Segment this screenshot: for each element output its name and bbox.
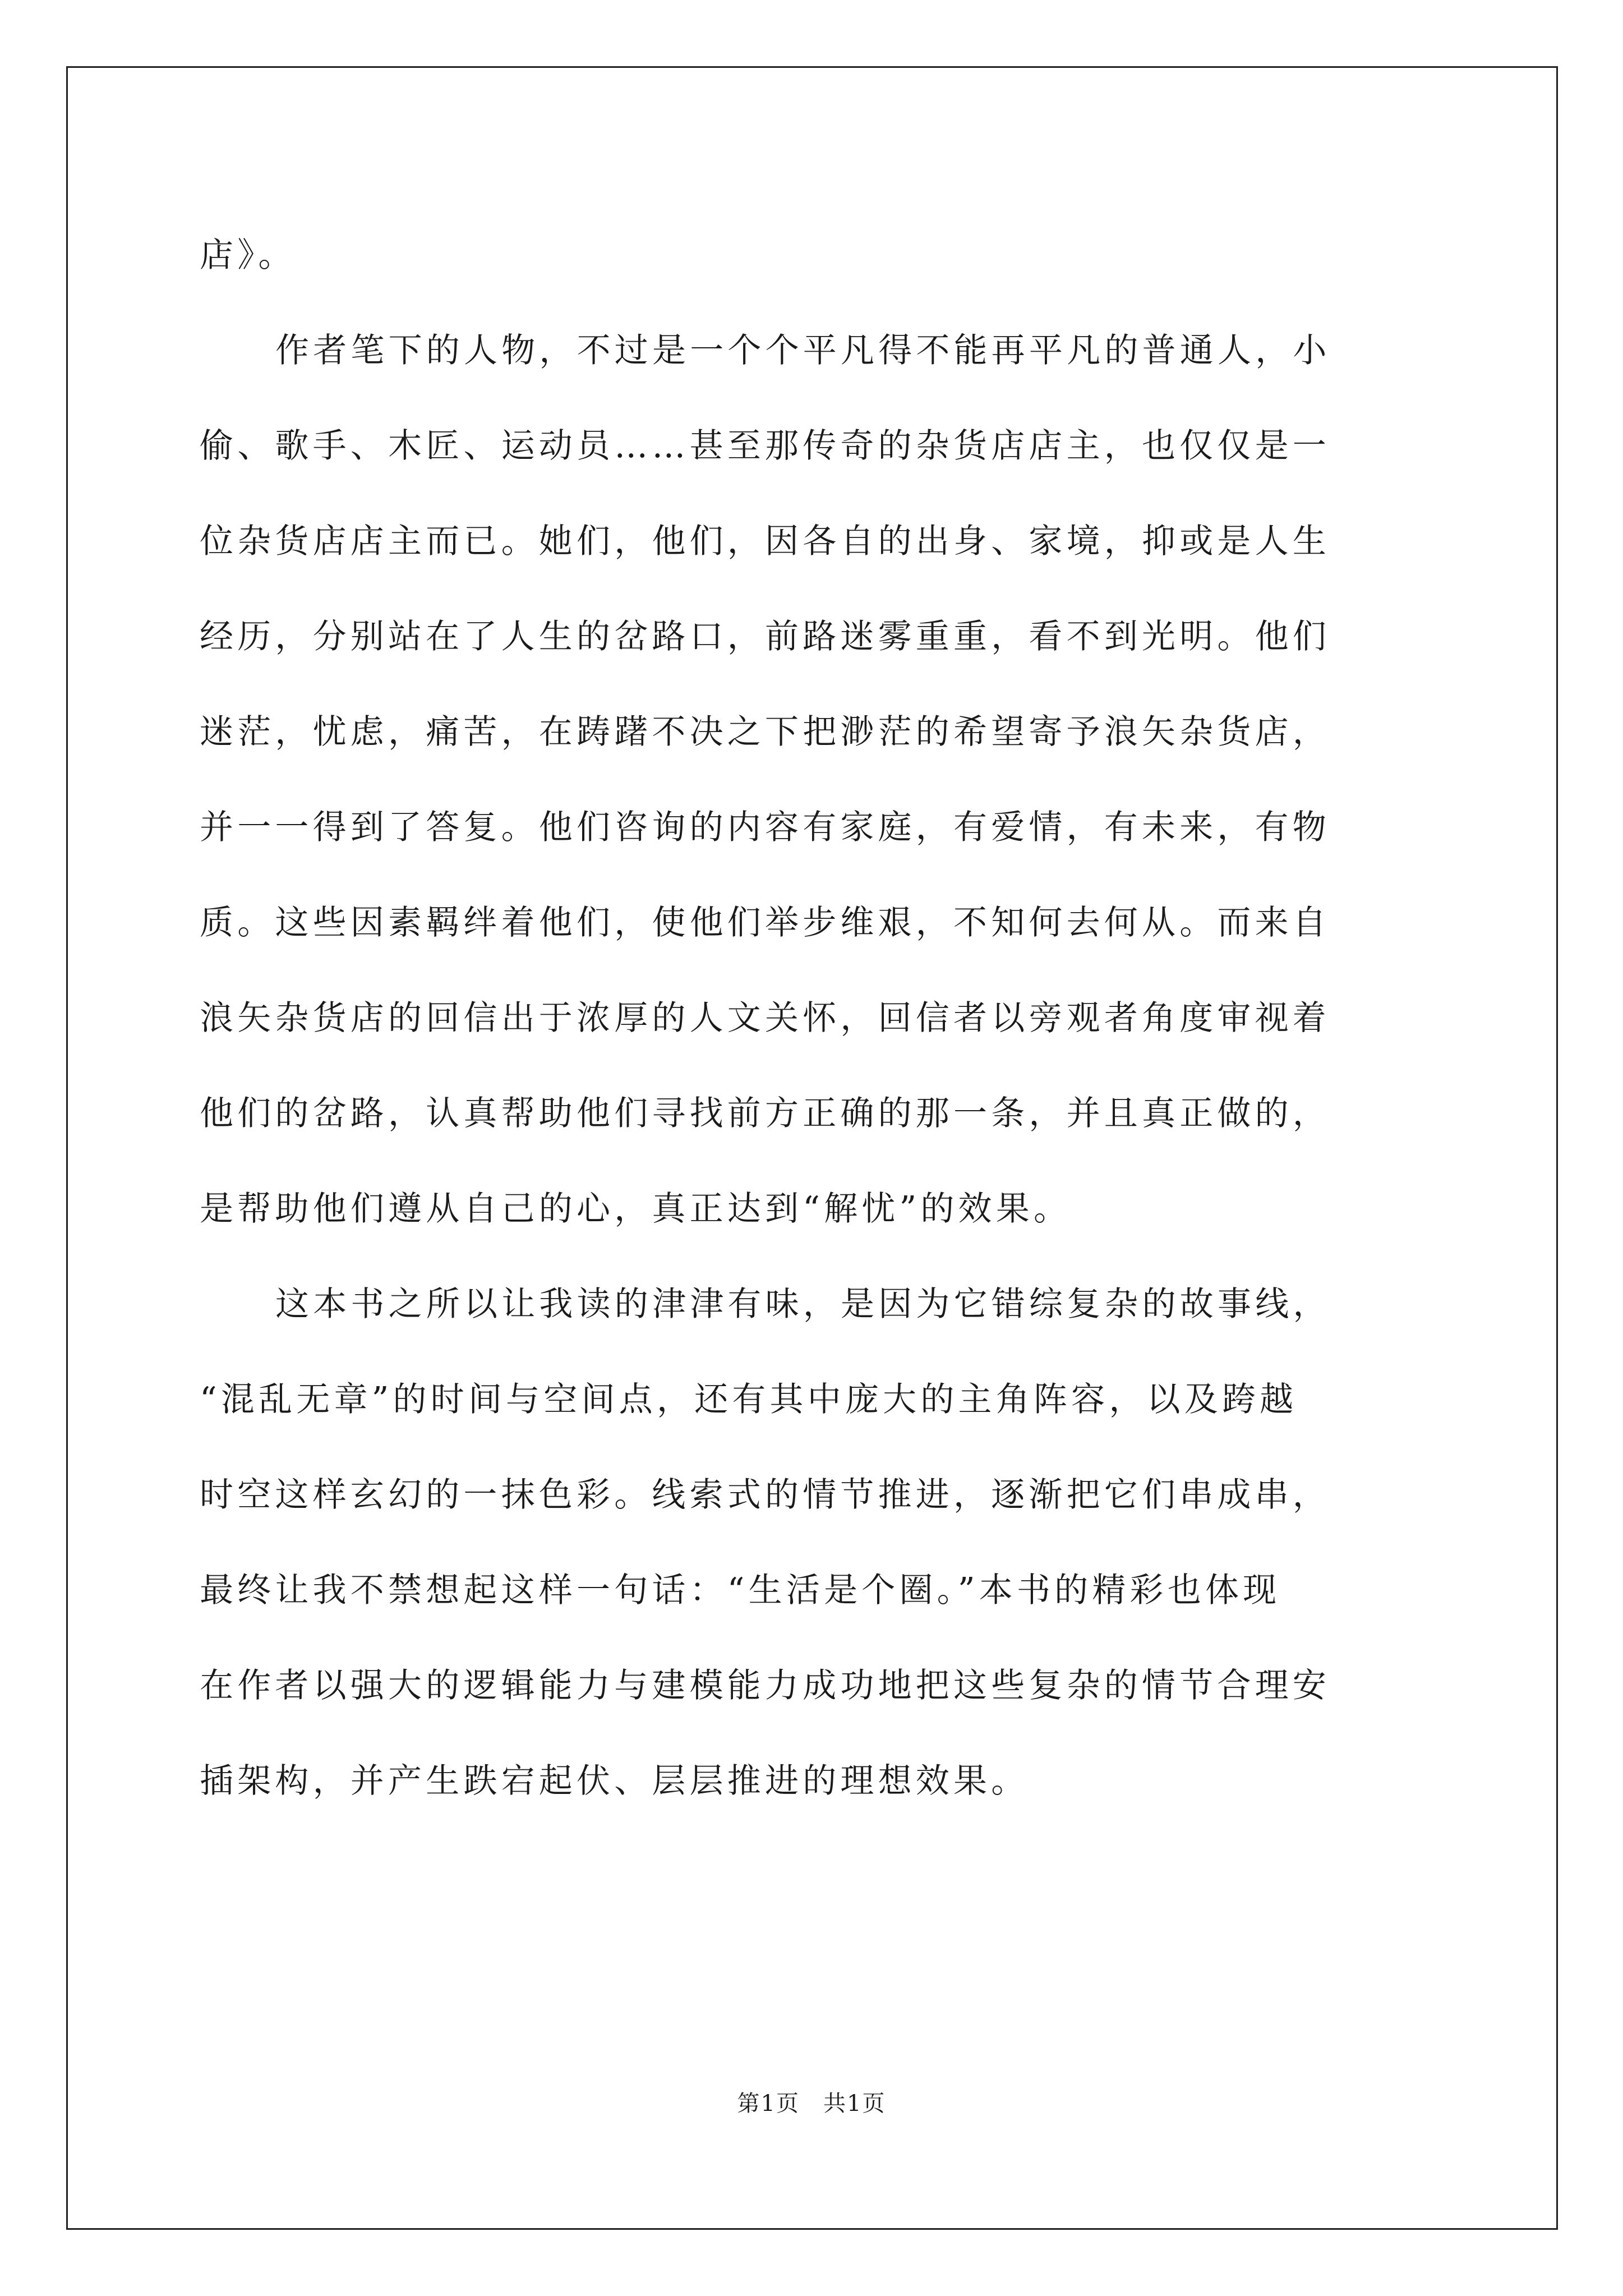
text-line: 并一一得到了答复。他们咨询的内容有家庭，有爱情，有未来，有物 [200, 808, 1330, 847]
text-line: 迷茫，忧虑，痛苦，在踌躇不决之下把渺茫的希望寄予浪矢杂货店， [200, 712, 1330, 752]
text-line: 他们的岔路，认真帮助他们寻找前方正确的那一条，并且真正做的， [200, 1094, 1330, 1133]
text-line: 是帮助他们遵从自己的心，真正达到“解忧”的效果。 [200, 1189, 1072, 1228]
text-line: 时空这样玄幻的一抹色彩。线索式的情节推进，逐渐把它们串成串， [200, 1475, 1330, 1515]
text-line: 这本书之所以让我读的津津有味，是因为它错综复杂的故事线， [275, 1285, 1331, 1324]
text-line: 浪矢杂货店的回信出于浓厚的人文关怀，回信者以旁观者角度审视着 [200, 999, 1330, 1038]
text-line: 最终让我不禁想起这样一句话：“生活是个圈。”本书的精彩也体现 [200, 1571, 1281, 1610]
text-line: “混乱无章”的时间与空间点，还有其中庞大的主角阵容，以及跨越 [200, 1380, 1298, 1419]
text-line: 作者笔下的人物，不过是一个个平凡得不能再平凡的普通人，小 [275, 331, 1331, 370]
text-line: 经历，分别站在了人生的岔路口，前路迷雾重重，看不到光明。他们 [200, 617, 1330, 656]
page-footer: 第1页 共1页 [737, 2091, 886, 2116]
document-body [200, 208, 1433, 1829]
text-line: 偷、歌手、木匠、运动员……甚至那传奇的杂货店店主，也仅仅是一 [200, 426, 1330, 466]
text-line: 店》。 [200, 236, 296, 275]
text-line: 质。这些因素羁绊着他们，使他们举步维艰，不知何去何从。而来自 [200, 903, 1330, 942]
text-line: 位杂货店店主而已。她们，他们，因各自的出身、家境，抑或是人生 [200, 522, 1330, 561]
text-line: 插架构，并产生跌宕起伏、层层推进的理想效果。 [200, 1761, 1029, 1801]
text-line: 在作者以强大的逻辑能力与建模能力成功地把这些复杂的情节合理安 [200, 1666, 1330, 1705]
